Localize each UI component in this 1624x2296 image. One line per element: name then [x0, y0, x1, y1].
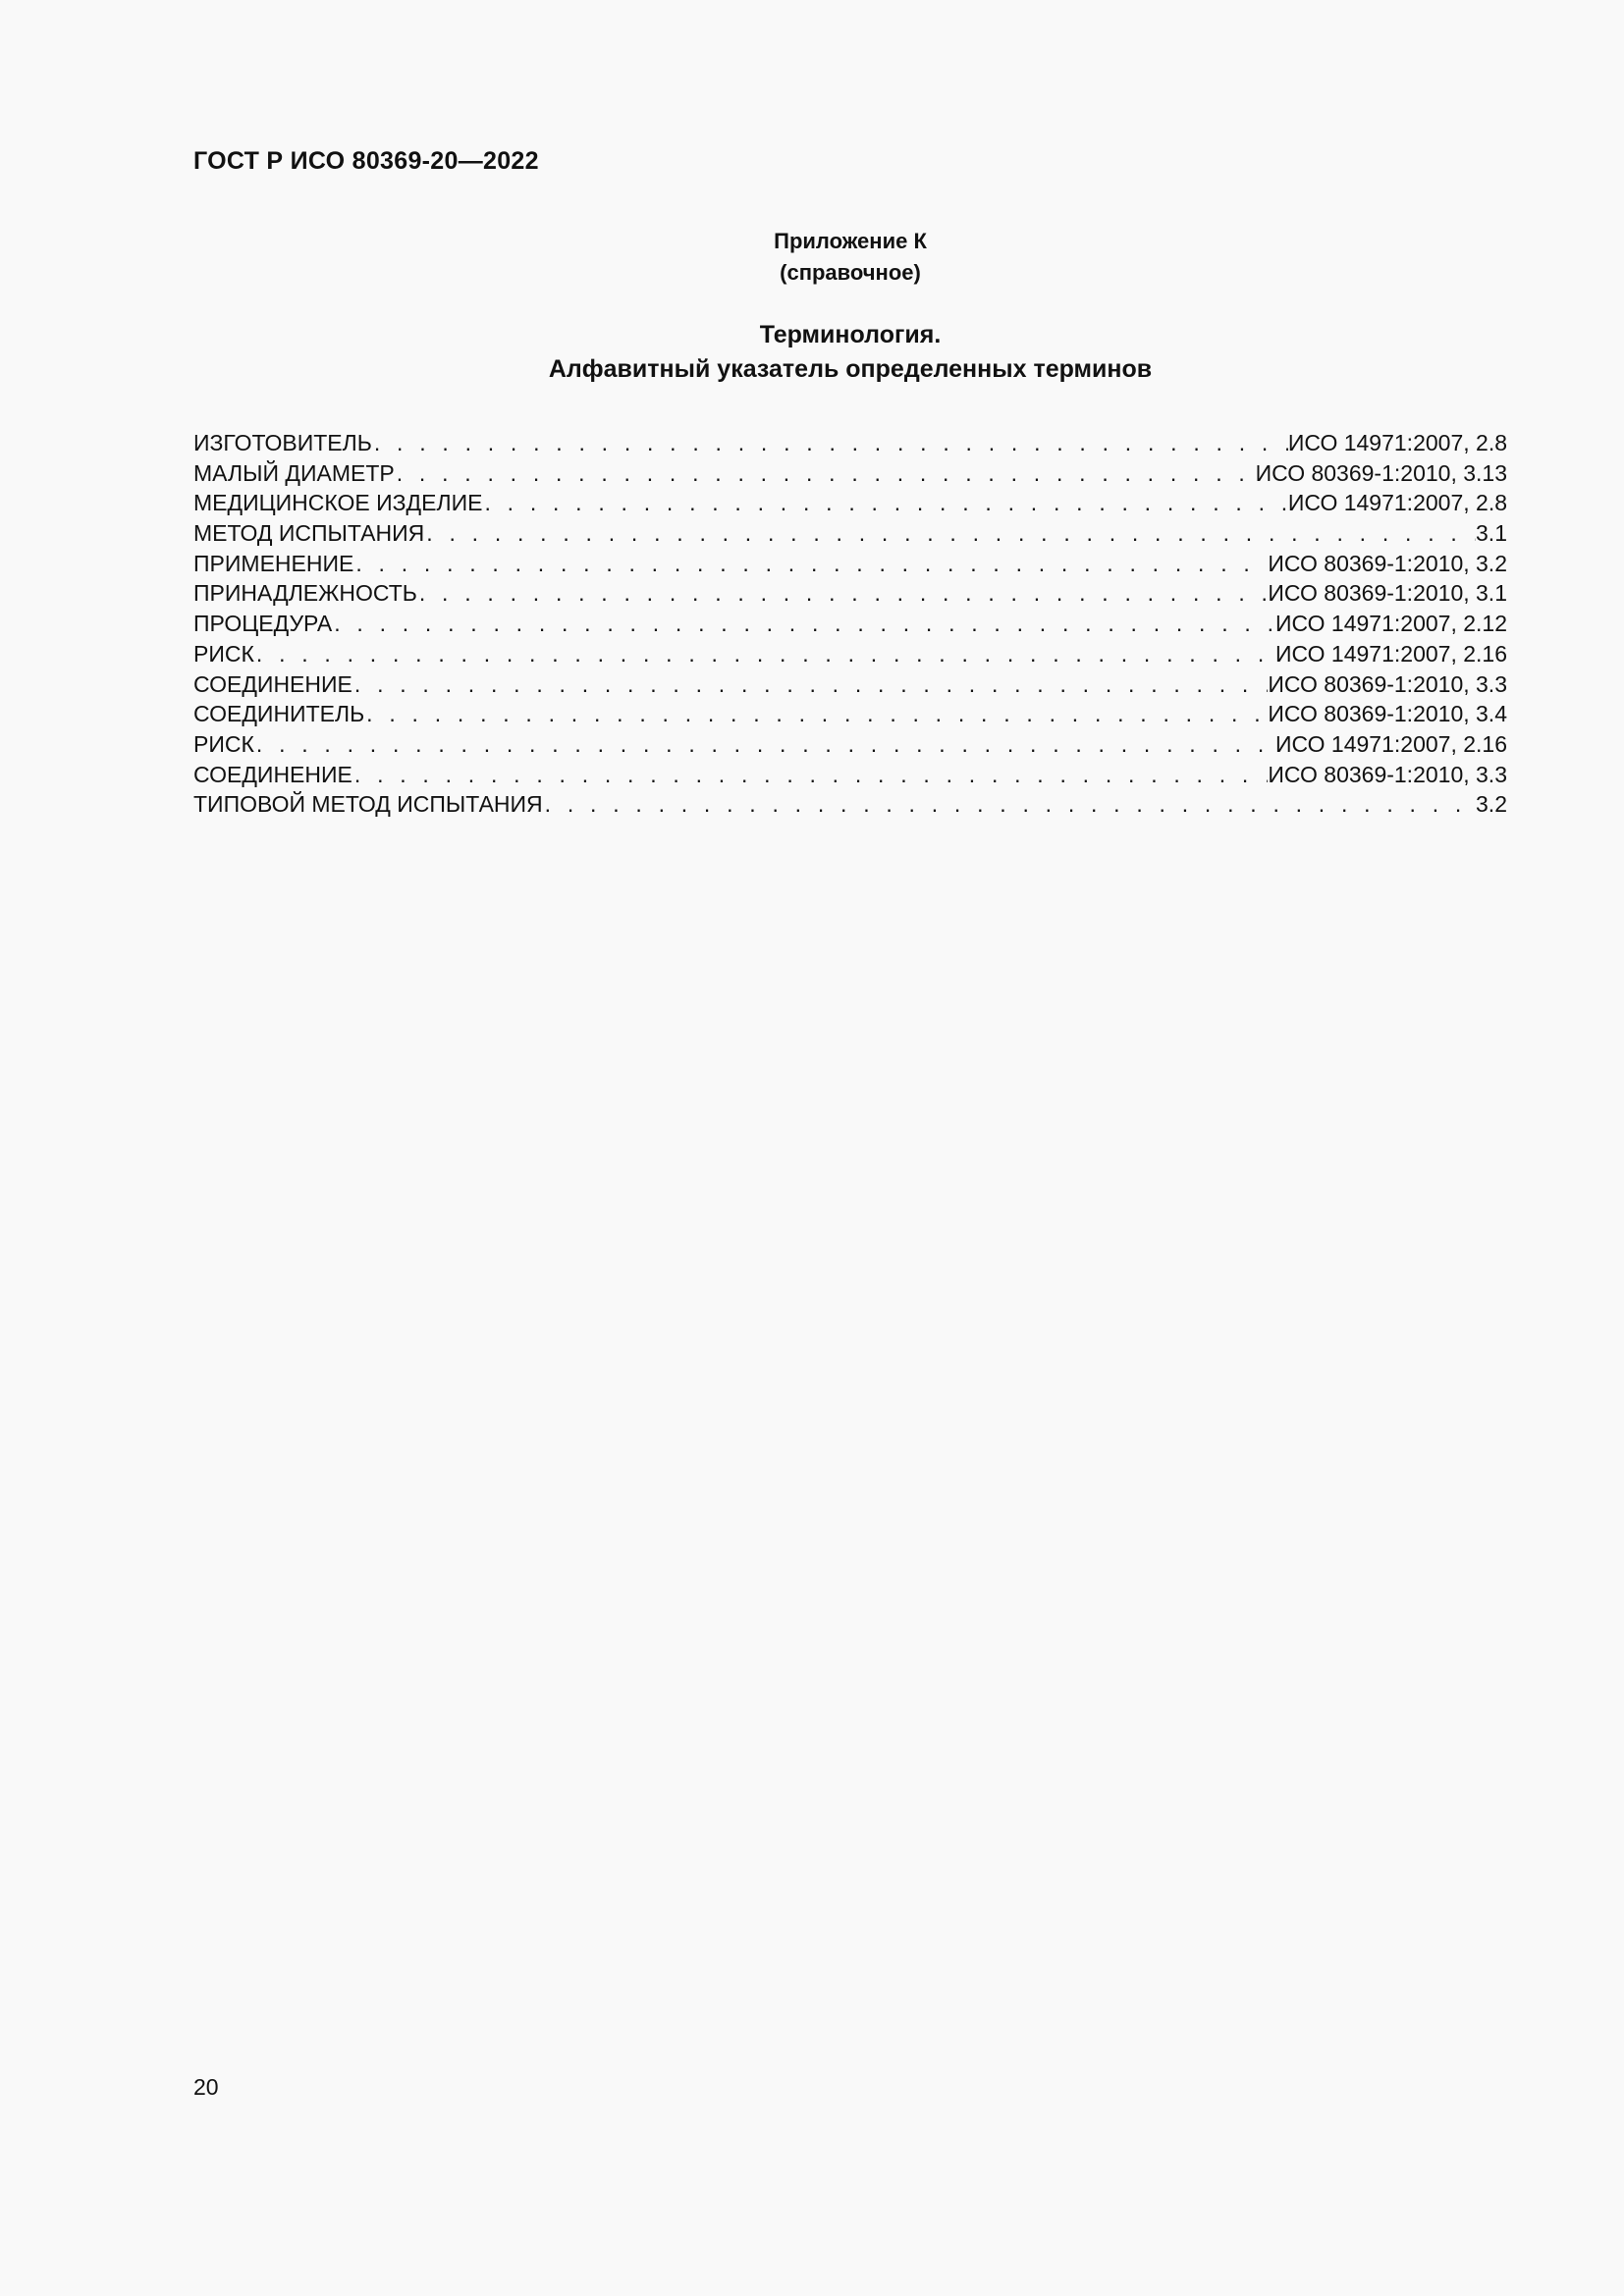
term-row [193, 699, 1507, 729]
term-row [193, 518, 1507, 549]
term-reference: ИСО 80369-1:2010, 3.3 [1268, 670, 1507, 697]
term-name: СОЕДИНИТЕЛЬ [193, 701, 365, 727]
term-row [193, 760, 1507, 790]
term-reference: ИСО 80369-1:2010, 3.13 [1255, 459, 1507, 486]
dot-leader [353, 549, 1268, 579]
term-row [193, 549, 1507, 579]
term-name: МЕДИЦИНСКОЕ ИЗДЕЛИЕ [193, 490, 483, 516]
term-row [193, 639, 1507, 669]
term-reference: ИСО 80369-1:2010, 3.2 [1268, 550, 1507, 576]
annex-title: Приложение К [774, 229, 927, 253]
term-name: ПРОЦЕДУРА [193, 611, 333, 637]
term-name: СОЕДИНЕНИЕ [193, 761, 352, 787]
term-reference: ИСО 14971:2007, 2.8 [1287, 430, 1507, 455]
dot-leader [543, 789, 1476, 820]
term-reference: ИСО 14971:2007, 2.16 [1275, 730, 1507, 757]
term-row [193, 729, 1507, 760]
section-subtitle: Алфавитный указатель определенных терминов [548, 355, 1153, 383]
term-row [193, 789, 1507, 820]
dot-leader [417, 578, 1269, 609]
term-reference: ИСО 80369-1:2010, 3.4 [1268, 701, 1507, 727]
term-reference: ИСО 14971:2007, 2.16 [1275, 640, 1507, 667]
term-name: РИСК [193, 730, 254, 757]
dot-leader [424, 518, 1476, 549]
term-reference: ИСО 80369-1:2010, 3.1 [1268, 580, 1507, 607]
document-code: ГОСТ Р ИСО 80369-20—2022 [193, 147, 539, 175]
term-row [193, 488, 1507, 518]
term-reference: ИСО 80369-1:2010, 3.3 [1268, 761, 1507, 787]
term-row [193, 458, 1507, 489]
section-title: Терминология. [759, 321, 942, 348]
term-name: РИСК [193, 640, 254, 667]
dot-leader [332, 609, 1275, 639]
term-reference: ИСО 14971:2007, 2.12 [1275, 611, 1507, 637]
term-row [193, 578, 1507, 609]
term-name: ПРИМЕНЕНИЕ [193, 550, 354, 576]
dot-leader [395, 458, 1256, 489]
dot-leader [482, 488, 1287, 518]
term-row [193, 669, 1507, 700]
term-reference: 3.1 [1476, 520, 1507, 547]
term-row [193, 609, 1507, 639]
dot-leader [364, 699, 1268, 729]
page-number: 20 [193, 2074, 219, 2100]
annex-subtitle: (справочное) [780, 260, 921, 285]
term-name: ИЗГОТОВИТЕЛЬ [193, 430, 372, 455]
term-reference: 3.2 [1476, 791, 1507, 818]
term-row [193, 428, 1507, 458]
dot-leader [254, 729, 1275, 760]
term-name: ПРИНАДЛЕЖНОСТЬ [193, 580, 417, 607]
dot-leader [352, 669, 1268, 700]
term-name: СОЕДИНЕНИЕ [193, 670, 352, 697]
term-name: МАЛЫЙ ДИАМЕТР [193, 459, 395, 486]
dot-leader [352, 760, 1268, 790]
term-name: ТИПОВОЙ МЕТОД ИСПЫТАНИЯ [193, 791, 543, 818]
term-reference: ИСО 14971:2007, 2.8 [1287, 490, 1507, 516]
dot-leader [254, 639, 1275, 669]
term-name: МЕТОД ИСПЫТАНИЯ [193, 520, 425, 547]
term-index-list [193, 428, 1507, 820]
dot-leader [372, 428, 1288, 458]
